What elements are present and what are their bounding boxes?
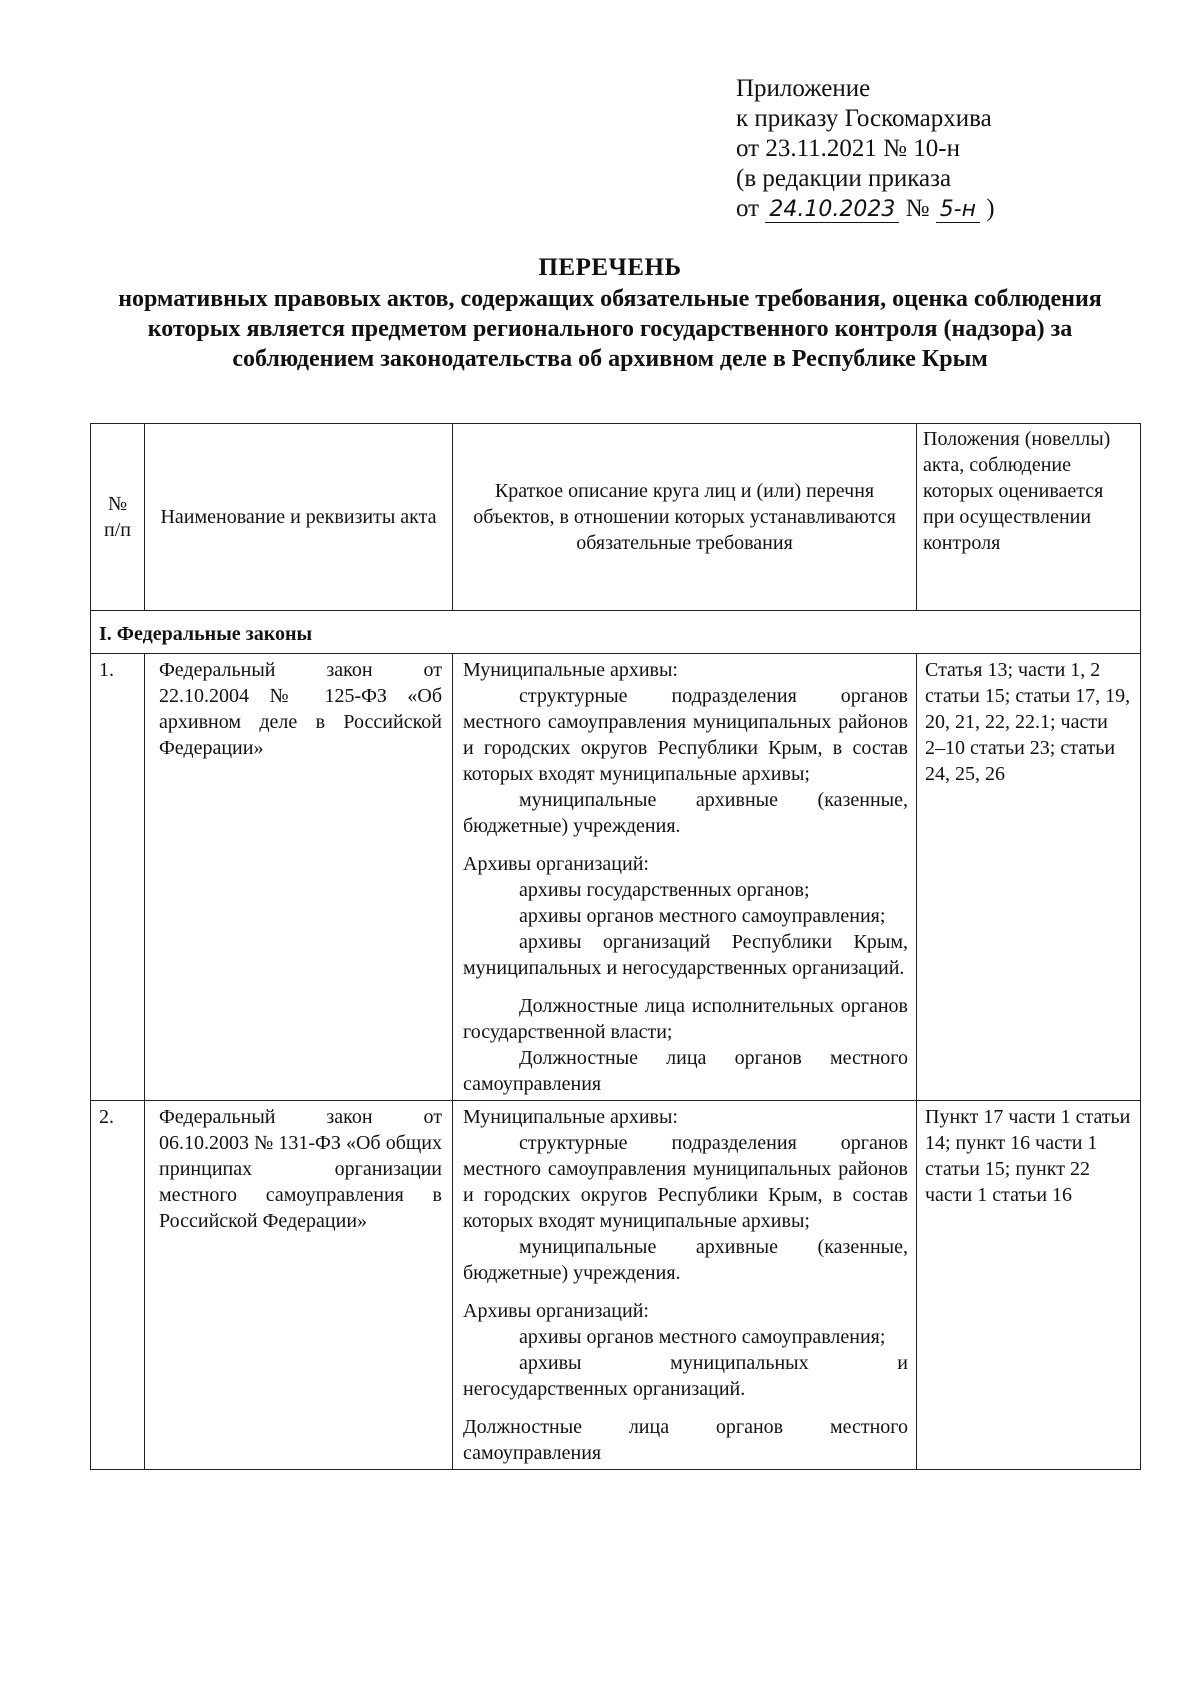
header-description: Краткое описание круга лиц и (или) перечня объектов, в отношении которых устанавливаются обязательные требования bbox=[453, 424, 917, 611]
table-row bbox=[91, 1101, 1141, 1470]
appendix-block bbox=[736, 74, 995, 225]
group-item: структурные подразделения органов местного самоуправления муниципальных районов и городских округов Республики Крым, в состав которых входят муниципальные архивы; bbox=[463, 1132, 908, 1232]
number-sign: № bbox=[905, 195, 930, 222]
table-header-row bbox=[91, 424, 1141, 611]
group-item: муниципальные архивные (казенные, бюджетные) учреждения. bbox=[463, 789, 908, 837]
act-provisions: Статья 13; части 1, 2 статьи 15; статьи 17, 19, 20, 21, 22, 22.1; части 2–10 статьи 23; статьи 24, 25, 26 bbox=[917, 654, 1141, 1101]
group-item: Должностные лица органов местного самоуправления bbox=[463, 1416, 908, 1464]
group-item: структурные подразделения органов местного самоуправления муниципальных районов и городских округов Республики Крым, в состав которых входят муниципальные архивы; bbox=[463, 685, 908, 785]
group-item: Должностные лица органов местного самоуправления bbox=[463, 1047, 908, 1095]
row-number: 2. bbox=[91, 1101, 145, 1470]
group-title: Муниципальные архивы: bbox=[463, 659, 678, 681]
act-provisions: Пункт 17 части 1 статьи 14; пункт 16 части 1 статьи 15; пункт 22 части 1 статьи 16 bbox=[917, 1101, 1141, 1470]
table-row bbox=[91, 654, 1141, 1101]
handwritten-date: 24.10.2023 bbox=[765, 197, 899, 223]
title-main: ПЕРЕЧЕНЬ bbox=[538, 254, 682, 281]
group-title: Архивы организаций: bbox=[463, 853, 649, 875]
row-number: 1. bbox=[91, 654, 145, 1101]
group-item: архивы муниципальных и негосударственных организаций. bbox=[463, 1352, 908, 1400]
group-item: архивы органов местного самоуправления; bbox=[519, 1326, 886, 1348]
group-item: архивы органов местного самоуправления; bbox=[519, 905, 886, 927]
appendix-from-label: от bbox=[736, 195, 760, 222]
act-description bbox=[453, 654, 917, 1101]
acts-table bbox=[90, 423, 1141, 1470]
group-title: Архивы организаций: bbox=[463, 1300, 649, 1322]
appendix-line: к приказу Госкомархива bbox=[736, 105, 992, 132]
group-item: архивы организаций Республики Крым, муниципальных и негосударственных организаций. bbox=[463, 931, 908, 979]
header-number: № п/п bbox=[91, 424, 145, 611]
document-title bbox=[90, 253, 1130, 374]
group-item: Должностные лица исполнительных органов государственной власти; bbox=[463, 995, 908, 1043]
group-title: Муниципальные архивы: bbox=[463, 1106, 678, 1128]
act-name: Федеральный закон от 22.10.2004 № 125-ФЗ «Об архивном деле в Российской Федерации» bbox=[145, 654, 453, 1101]
group-item: архивы государственных органов; bbox=[519, 879, 810, 901]
title-subtitle: нормативных правовых актов, содержащих обязательные требования, оценка соблюдения которых является предметом регионального государственного контроля (надзора) за соблюдением законодательства об архивном деле в Республике Крым bbox=[118, 286, 1102, 372]
header-provisions: Положения (новеллы) акта, соблюдение которых оценивается при осуществлении контроля bbox=[917, 424, 1141, 611]
act-description bbox=[453, 1101, 917, 1470]
section-row bbox=[91, 611, 1141, 654]
appendix-line-revision bbox=[736, 194, 995, 225]
header-name: Наименование и реквизиты акта bbox=[145, 424, 453, 611]
handwritten-number: 5-н bbox=[936, 197, 980, 223]
section-title: I. Федеральные законы bbox=[91, 611, 1141, 654]
appendix-line: (в редакции приказа bbox=[736, 165, 952, 192]
group-item: муниципальные архивные (казенные, бюджетные) учреждения. bbox=[463, 1236, 908, 1284]
act-name: Федеральный закон от 06.10.2003 № 131-ФЗ «Об общих принципах организации местного самоуправления в Российской Федерации» bbox=[145, 1101, 453, 1470]
closing-paren: ) bbox=[986, 195, 995, 222]
appendix-line: от 23.11.2021 № 10-н bbox=[736, 135, 960, 162]
appendix-line: Приложение bbox=[736, 75, 871, 102]
